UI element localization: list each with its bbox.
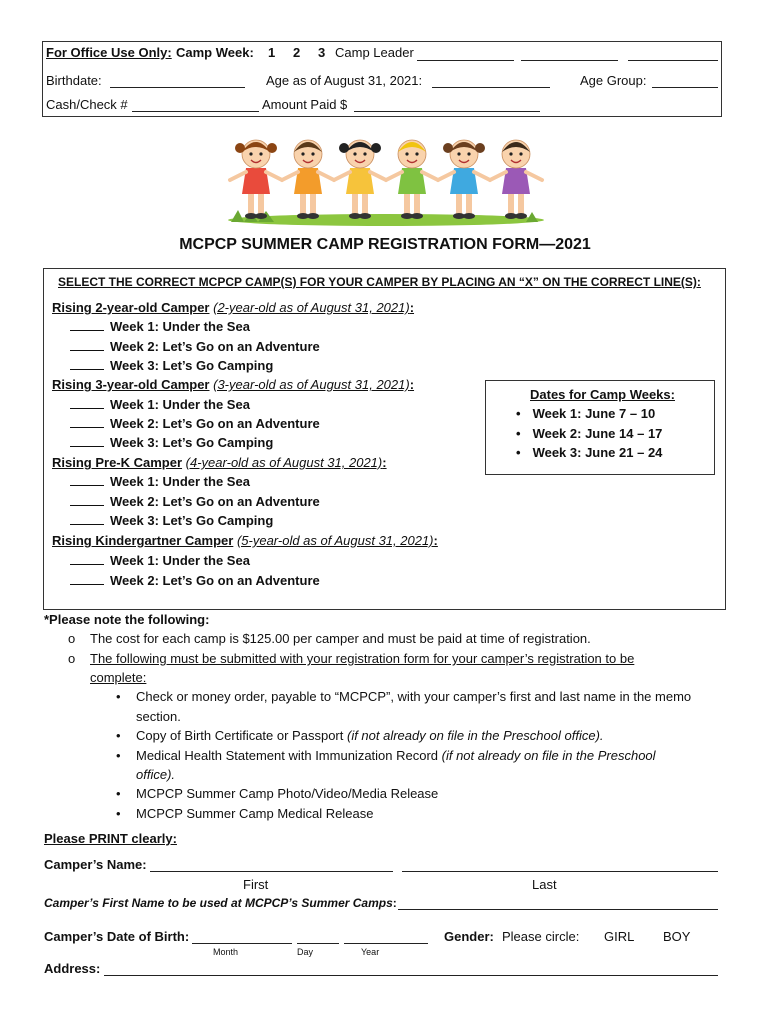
group-2yo-week2[interactable]: Week 2: Let’s Go on an Adventure <box>70 339 320 354</box>
notes-item-check-cont: section. <box>136 709 181 724</box>
page-title: MCPCP SUMMER CAMP REGISTRATION FORM—2021 <box>179 236 591 253</box>
group-3yo-heading: Rising 3-year-old Camper (3-year-old as of August 31, 2021): <box>52 377 415 392</box>
camp-week-option-3[interactable]: 3 <box>318 45 326 60</box>
age-group-field[interactable] <box>652 87 718 88</box>
camp-leader-field-2[interactable] <box>521 60 618 61</box>
notes-item-birth-cert: Copy of Birth Certificate or Passport (if not already on file in the Preschool office). <box>136 728 604 743</box>
birthdate-field[interactable] <box>110 87 245 88</box>
notes-item-medical-release: MCPCP Summer Camp Medical Release <box>136 806 374 821</box>
notes-item-medical-cont: office). <box>136 767 176 782</box>
age-as-of-field[interactable] <box>432 87 550 88</box>
notes-item-check: Check or money order, payable to “MCPCP”, with your camper’s first and last name in the memo <box>136 689 692 704</box>
last-caption: Last <box>532 877 557 892</box>
camp-dates-title: Dates for Camp Weeks: <box>530 387 675 402</box>
month-caption: Month <box>213 947 239 957</box>
group-2yo-week3-line <box>70 358 104 370</box>
camper-name-label: Camper’s Name: <box>44 857 147 872</box>
dob-year-field[interactable] <box>344 943 428 944</box>
group-2yo-week1[interactable]: Week 1: Under the Sea <box>70 319 250 334</box>
year-caption: Year <box>361 947 380 957</box>
camp-week-label: Camp Week: <box>176 45 254 60</box>
notes-cost: The cost for each camp is $125.00 per camper and must be paid at time of registration. <box>90 631 591 646</box>
dob-label: Camper’s Date of Birth: <box>44 929 190 944</box>
group-prek-heading: Rising Pre-K Camper (4-year-old as of August 31, 2021): <box>52 455 387 470</box>
notes-item-medical: Medical Health Statement with Immunization Record (if not already on file in the Preschool <box>136 748 656 763</box>
gender-boy-option[interactable]: BOY <box>663 929 691 944</box>
group-k-heading: Rising Kindergartner Camper (5-year-old as of August 31, 2021): <box>52 533 438 548</box>
group-3yo-week2[interactable]: Week 2: Let’s Go on an Adventure <box>70 416 320 431</box>
group-3yo-week3[interactable]: Week 3: Let’s Go Camping <box>70 435 273 450</box>
notes-bullet-o-1: o <box>68 631 76 646</box>
gender-girl-option[interactable]: GIRL <box>604 929 635 944</box>
camp-dates-item-2: • Week 2: June 14 – 17 <box>516 426 663 441</box>
first-name-used-field[interactable] <box>398 909 718 910</box>
notes-item-photo-release: MCPCP Summer Camp Photo/Video/Media Release <box>136 786 439 801</box>
notes-submit-line1: The following must be submitted with your registration form for your camper’s registration to be <box>90 651 635 666</box>
birthdate-label: Birthdate: <box>46 73 102 88</box>
first-name-used-label: Camper’s First Name to be used at MCPCP’s Summer Camps: <box>44 896 397 910</box>
group-2yo-heading: Rising 2-year-old Camper (2-year-old as of August 31, 2021): <box>52 300 415 315</box>
gender-label: Gender: <box>444 929 494 944</box>
camp-week-option-2[interactable]: 2 <box>293 45 301 60</box>
office-use-label: For Office Use Only: <box>46 45 172 60</box>
cash-check-label: Cash/Check # <box>46 97 128 112</box>
age-group-label: Age Group: <box>580 73 647 88</box>
amount-paid-label: Amount Paid $ <box>262 97 348 112</box>
group-k-week1[interactable]: Week 1: Under the Sea <box>70 553 250 568</box>
cash-check-field[interactable] <box>132 111 259 112</box>
notes-bullet-o-2: o <box>68 651 76 666</box>
gender-instruction: Please circle: <box>502 929 580 944</box>
group-prek-week2[interactable]: Week 2: Let’s Go on an Adventure <box>70 494 320 509</box>
address-field[interactable] <box>104 975 718 976</box>
camp-dates-item-3: • Week 3: June 21 – 24 <box>516 445 663 460</box>
camp-week-option-1[interactable]: 1 <box>268 45 276 60</box>
day-caption: Day <box>297 947 314 957</box>
first-caption: First <box>243 877 269 892</box>
address-label: Address: <box>44 961 101 976</box>
group-prek-week3[interactable]: Week 3: Let’s Go Camping <box>70 513 273 528</box>
camp-leader-label: Camp Leader <box>335 45 414 60</box>
dob-month-field[interactable] <box>192 943 292 944</box>
group-2yo-week1-line <box>70 319 104 331</box>
group-2yo-week2-line <box>70 339 104 351</box>
group-prek-week1[interactable]: Week 1: Under the Sea <box>70 474 250 489</box>
camp-leader-field-3[interactable] <box>628 60 718 61</box>
dob-day-field[interactable] <box>297 943 339 944</box>
notes-submit-line2: complete: <box>90 670 147 685</box>
age-as-of-label: Age as of August 31, 2021: <box>266 73 423 88</box>
notes-heading: *Please note the following: <box>44 612 210 627</box>
group-k-week2[interactable]: Week 2: Let’s Go on an Adventure <box>70 573 320 588</box>
bullet-dot: • <box>116 689 121 704</box>
camper-last-name-field[interactable] <box>402 871 718 872</box>
select-instruction: SELECT THE CORRECT MCPCP CAMP(S) FOR YOUR CAMPER BY PLACING AN “X” ON THE CORRECT LINE(S): <box>58 275 701 289</box>
group-3yo-week1[interactable]: Week 1: Under the Sea <box>70 397 250 412</box>
camp-leader-field-1[interactable] <box>417 60 514 61</box>
group-2yo-week3[interactable]: Week 3: Let’s Go Camping <box>70 358 273 373</box>
kids-holding-hands-illustration <box>226 132 546 226</box>
print-clearly-label: Please PRINT clearly: <box>44 831 177 846</box>
camp-dates-item-1: • Week 1: June 7 – 10 <box>516 406 656 421</box>
amount-paid-field[interactable] <box>354 111 540 112</box>
camper-first-name-field[interactable] <box>150 871 393 872</box>
